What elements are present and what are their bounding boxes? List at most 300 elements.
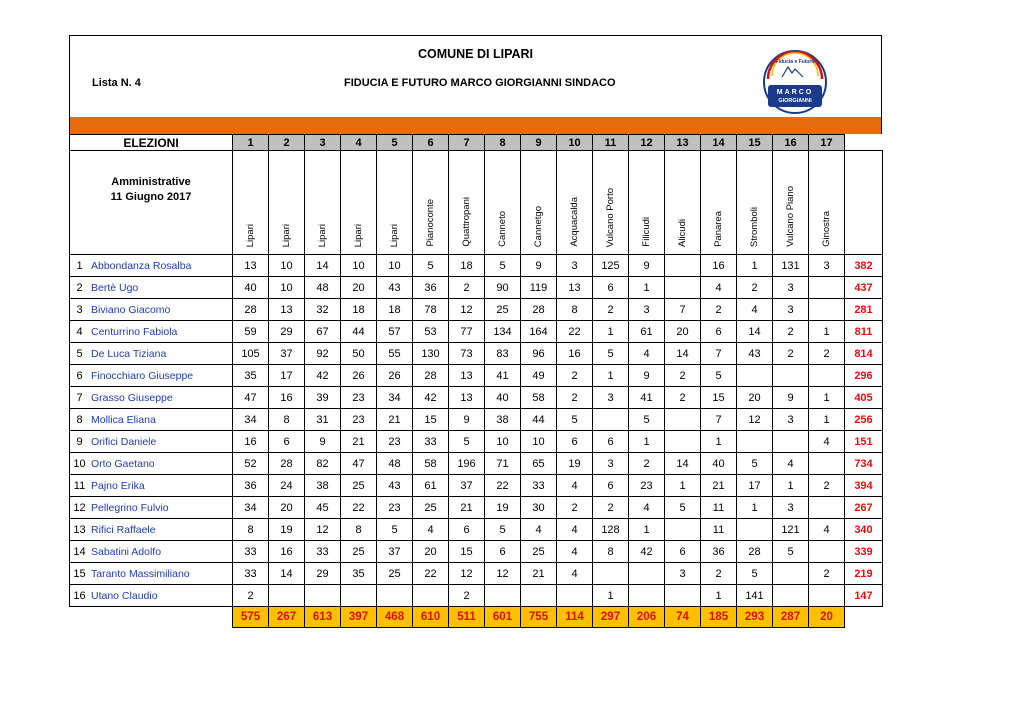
candidate-name: Utano Claudio: [89, 585, 233, 607]
vote-cell: 9: [773, 387, 809, 409]
vote-cell: 8: [593, 541, 629, 563]
vote-cell: 83: [485, 343, 521, 365]
vote-cell: 24: [269, 475, 305, 497]
vote-cell: [269, 585, 305, 607]
candidate-name: Rifici Raffaele: [89, 519, 233, 541]
vote-cell: 4: [629, 497, 665, 519]
vote-cell: 22: [413, 563, 449, 585]
vote-cell: 26: [377, 365, 413, 387]
vote-cell: 1: [809, 409, 845, 431]
vote-cell: 52: [233, 453, 269, 475]
candidate-name: Centurrino Fabiola: [89, 321, 233, 343]
candidate-row: [70, 497, 883, 519]
vote-cell: 196: [449, 453, 485, 475]
vote-cell: 44: [521, 409, 557, 431]
vote-cell: 10: [485, 431, 521, 453]
location-label: Stromboli: [749, 206, 760, 247]
section-number: 10: [557, 135, 593, 151]
vote-cell: 23: [377, 497, 413, 519]
vote-cell: 5: [593, 343, 629, 365]
vote-cell: 10: [341, 255, 377, 277]
vote-cell: 7: [701, 409, 737, 431]
vote-cell: 33: [413, 431, 449, 453]
vote-cell: 141: [737, 585, 773, 607]
section-total: 185: [701, 607, 737, 628]
vote-cell: 6: [485, 541, 521, 563]
vote-cell: 131: [773, 255, 809, 277]
vote-cell: 6: [557, 431, 593, 453]
vote-cell: 61: [629, 321, 665, 343]
vote-cell: 164: [521, 321, 557, 343]
section-total: 114: [557, 607, 593, 628]
candidate-name: Taranto Massimiliano: [89, 563, 233, 585]
vote-cell: 19: [557, 453, 593, 475]
location-header-row: [70, 151, 883, 255]
vote-cell: 50: [341, 343, 377, 365]
vote-cell: 14: [305, 255, 341, 277]
candidate-name: Bertè Ugo: [89, 277, 233, 299]
vote-cell: 2: [233, 585, 269, 607]
header-blank-cell: [845, 135, 883, 151]
vote-cell: 71: [485, 453, 521, 475]
vote-cell: 34: [377, 387, 413, 409]
location-label: Lipari: [245, 223, 256, 247]
candidate-row: [70, 541, 883, 563]
vote-cell: 5: [557, 409, 593, 431]
vote-cell: [773, 563, 809, 585]
section-header-row: [70, 135, 883, 151]
vote-cell: [809, 277, 845, 299]
candidate-number: 7: [70, 387, 90, 409]
vote-cell: [809, 541, 845, 563]
location-label: Filicudi: [641, 217, 652, 247]
location-label: Quattropani: [461, 197, 472, 247]
results-table: [69, 134, 883, 628]
candidate-number: 4: [70, 321, 90, 343]
vote-cell: 9: [629, 255, 665, 277]
vote-cell: 12: [449, 563, 485, 585]
candidate-total: 814: [845, 343, 883, 365]
vote-cell: 29: [269, 321, 305, 343]
vote-cell: 21: [377, 409, 413, 431]
vote-cell: 105: [233, 343, 269, 365]
vote-cell: 18: [377, 299, 413, 321]
location-label: Canneto: [497, 211, 508, 247]
vote-cell: 2: [809, 475, 845, 497]
vote-cell: 1: [629, 431, 665, 453]
vote-cell: 42: [413, 387, 449, 409]
vote-cell: 38: [305, 475, 341, 497]
vote-cell: 4: [773, 453, 809, 475]
election-info: [70, 151, 233, 255]
vote-cell: 4: [629, 343, 665, 365]
section-total: 468: [377, 607, 413, 628]
vote-cell: 1: [701, 585, 737, 607]
vote-cell: 2: [665, 365, 701, 387]
section-number: 12: [629, 135, 665, 151]
section-number: 3: [305, 135, 341, 151]
vote-cell: 8: [341, 519, 377, 541]
section-total: 610: [413, 607, 449, 628]
vote-cell: 21: [521, 563, 557, 585]
vote-cell: 33: [233, 563, 269, 585]
vote-cell: 45: [305, 497, 341, 519]
vote-cell: 22: [485, 475, 521, 497]
vote-cell: 2: [773, 343, 809, 365]
vote-cell: 13: [557, 277, 593, 299]
candidate-total: 296: [845, 365, 883, 387]
vote-cell: 6: [593, 277, 629, 299]
vote-cell: 22: [341, 497, 377, 519]
vote-cell: 82: [305, 453, 341, 475]
vote-cell: 35: [341, 563, 377, 585]
candidate-name: Sabatini Adolfo: [89, 541, 233, 563]
vote-cell: 10: [269, 255, 305, 277]
vote-cell: 5: [377, 519, 413, 541]
vote-cell: 16: [701, 255, 737, 277]
vote-cell: 3: [773, 299, 809, 321]
section-total: 20: [809, 607, 845, 628]
vote-cell: 78: [413, 299, 449, 321]
vote-cell: 4: [557, 475, 593, 497]
vote-cell: 6: [593, 475, 629, 497]
vote-cell: [305, 585, 341, 607]
section-total: 601: [485, 607, 521, 628]
location-header: [233, 151, 269, 255]
vote-cell: [809, 585, 845, 607]
candidate-number: 16: [70, 585, 90, 607]
vote-cell: 125: [593, 255, 629, 277]
vote-cell: 1: [665, 475, 701, 497]
vote-cell: 25: [377, 563, 413, 585]
vote-cell: 47: [341, 453, 377, 475]
vote-cell: 40: [233, 277, 269, 299]
candidate-name: Orifici Daniele: [89, 431, 233, 453]
elections-label: ELEZIONI: [70, 135, 233, 151]
vote-cell: 9: [449, 409, 485, 431]
location-label: Lipari: [317, 223, 328, 247]
candidate-number: 14: [70, 541, 90, 563]
vote-cell: [773, 585, 809, 607]
vote-cell: 1: [593, 585, 629, 607]
vote-cell: 4: [737, 299, 773, 321]
vote-cell: [809, 453, 845, 475]
candidate-number: 6: [70, 365, 90, 387]
vote-cell: 25: [341, 475, 377, 497]
section-number: 4: [341, 135, 377, 151]
vote-cell: 13: [449, 365, 485, 387]
candidate-number: 1: [70, 255, 90, 277]
candidate-row: [70, 343, 883, 365]
totals-spacer: [845, 607, 883, 628]
vote-cell: 3: [593, 387, 629, 409]
section-number: 17: [809, 135, 845, 151]
vote-cell: 42: [305, 365, 341, 387]
candidate-total: 394: [845, 475, 883, 497]
vote-cell: 21: [341, 431, 377, 453]
vote-cell: 28: [521, 299, 557, 321]
vote-cell: 30: [521, 497, 557, 519]
logo-top-text: Fiducia e Futuro: [775, 59, 815, 65]
vote-cell: 5: [413, 255, 449, 277]
section-number: 2: [269, 135, 305, 151]
candidate-name: Pajno Erika: [89, 475, 233, 497]
vote-cell: 8: [233, 519, 269, 541]
candidate-row: [70, 321, 883, 343]
vote-cell: 17: [269, 365, 305, 387]
candidate-row: [70, 277, 883, 299]
logo-name: MARCO: [776, 89, 814, 96]
vote-cell: 31: [305, 409, 341, 431]
vote-cell: 1: [737, 255, 773, 277]
vote-cell: 2: [665, 387, 701, 409]
candidate-number: 12: [70, 497, 90, 519]
vote-cell: 41: [629, 387, 665, 409]
location-header: [521, 151, 557, 255]
vote-cell: 9: [629, 365, 665, 387]
vote-cell: 43: [737, 343, 773, 365]
candidate-number: 2: [70, 277, 90, 299]
section-number: 15: [737, 135, 773, 151]
vote-cell: 9: [305, 431, 341, 453]
location-label: Lipari: [389, 223, 400, 247]
vote-cell: 6: [701, 321, 737, 343]
section-number: 9: [521, 135, 557, 151]
vote-cell: 8: [269, 409, 305, 431]
vote-cell: 21: [701, 475, 737, 497]
page-title: COMUNE DI LIPARI: [417, 47, 534, 61]
vote-cell: 58: [521, 387, 557, 409]
location-header: [737, 151, 773, 255]
vote-cell: 12: [305, 519, 341, 541]
vote-cell: 15: [449, 541, 485, 563]
vote-cell: [737, 365, 773, 387]
vote-cell: 3: [809, 255, 845, 277]
vote-cell: 7: [665, 299, 701, 321]
candidate-number: 13: [70, 519, 90, 541]
section-number: 7: [449, 135, 485, 151]
list-subtitle: FIDUCIA E FUTURO MARCO GIORGIANNI SINDACO: [344, 77, 616, 89]
candidate-name: Abbondanza Rosalba: [89, 255, 233, 277]
location-label: Vulcano Porto: [605, 187, 616, 247]
section-total: 511: [449, 607, 485, 628]
vote-cell: 6: [449, 519, 485, 541]
vote-cell: 36: [701, 541, 737, 563]
vote-cell: 3: [773, 497, 809, 519]
vote-cell: [809, 497, 845, 519]
vote-cell: 4: [557, 541, 593, 563]
vote-cell: 14: [737, 321, 773, 343]
vote-cell: [629, 585, 665, 607]
vote-cell: 14: [665, 453, 701, 475]
vote-cell: [737, 519, 773, 541]
vote-cell: 5: [737, 563, 773, 585]
vote-cell: 11: [701, 519, 737, 541]
vote-cell: 1: [809, 387, 845, 409]
vote-cell: 25: [341, 541, 377, 563]
vote-cell: 65: [521, 453, 557, 475]
section-total: 755: [521, 607, 557, 628]
vote-cell: 3: [557, 255, 593, 277]
location-header: [413, 151, 449, 255]
vote-cell: 1: [701, 431, 737, 453]
totals-spacer: [70, 607, 233, 628]
vote-cell: 48: [305, 277, 341, 299]
vote-cell: 42: [629, 541, 665, 563]
vote-cell: 40: [701, 453, 737, 475]
vote-cell: 16: [269, 541, 305, 563]
section-number: 16: [773, 135, 809, 151]
section-totals-row: [70, 607, 883, 628]
candidate-row: [70, 519, 883, 541]
candidate-row: [70, 431, 883, 453]
vote-cell: 20: [737, 387, 773, 409]
vote-cell: 49: [521, 365, 557, 387]
vote-cell: 6: [665, 541, 701, 563]
vote-cell: 10: [521, 431, 557, 453]
vote-cell: 32: [305, 299, 341, 321]
section-number: 11: [593, 135, 629, 151]
vote-cell: 58: [413, 453, 449, 475]
vote-cell: [773, 365, 809, 387]
vote-cell: 41: [485, 365, 521, 387]
party-logo: [762, 49, 828, 115]
vote-cell: 37: [377, 541, 413, 563]
vote-cell: 5: [485, 519, 521, 541]
location-header: [485, 151, 521, 255]
vote-cell: 4: [701, 277, 737, 299]
vote-cell: [809, 365, 845, 387]
vote-cell: 47: [233, 387, 269, 409]
candidate-row: [70, 365, 883, 387]
section-number: 1: [233, 135, 269, 151]
vote-cell: 33: [305, 541, 341, 563]
vote-cell: 19: [269, 519, 305, 541]
vote-cell: 2: [593, 497, 629, 519]
section-number: 6: [413, 135, 449, 151]
location-header: [377, 151, 413, 255]
section-total: 267: [269, 607, 305, 628]
vote-cell: [665, 409, 701, 431]
election-date: 11 Giugno 2017: [110, 191, 192, 203]
vote-cell: 1: [593, 321, 629, 343]
list-number: Lista N. 4: [92, 77, 141, 89]
section-total: 297: [593, 607, 629, 628]
vote-cell: 2: [557, 365, 593, 387]
location-label: Alicudi: [677, 219, 688, 247]
vote-cell: 6: [593, 431, 629, 453]
vote-cell: 38: [485, 409, 521, 431]
vote-cell: 9: [521, 255, 557, 277]
vote-cell: 55: [377, 343, 413, 365]
vote-cell: 34: [233, 497, 269, 519]
location-header: [773, 151, 809, 255]
vote-cell: 34: [233, 409, 269, 431]
vote-cell: 130: [413, 343, 449, 365]
vote-cell: 14: [665, 343, 701, 365]
vote-cell: 44: [341, 321, 377, 343]
vote-cell: [413, 585, 449, 607]
vote-cell: 92: [305, 343, 341, 365]
vote-cell: 2: [701, 563, 737, 585]
location-header: [809, 151, 845, 255]
orange-divider: [69, 117, 882, 134]
candidate-number: 5: [70, 343, 90, 365]
vote-cell: 39: [305, 387, 341, 409]
section-total: 613: [305, 607, 341, 628]
candidate-name: Mollica Eliana: [89, 409, 233, 431]
vote-cell: 28: [233, 299, 269, 321]
vote-cell: [341, 585, 377, 607]
vote-cell: 4: [809, 519, 845, 541]
section-total: 397: [341, 607, 377, 628]
vote-cell: 29: [305, 563, 341, 585]
vote-cell: 37: [449, 475, 485, 497]
vote-cell: 13: [233, 255, 269, 277]
vote-cell: 3: [665, 563, 701, 585]
vote-cell: 21: [449, 497, 485, 519]
location-header: [629, 151, 665, 255]
vote-cell: 10: [377, 255, 413, 277]
candidate-name: Orto Gaetano: [89, 453, 233, 475]
vote-cell: 16: [269, 387, 305, 409]
candidate-row: [70, 255, 883, 277]
logo-surname: GIORGIANNI: [778, 98, 812, 104]
location-header: [341, 151, 377, 255]
candidate-row: [70, 387, 883, 409]
vote-cell: 4: [557, 519, 593, 541]
location-label: Lipari: [281, 223, 292, 247]
vote-cell: 134: [485, 321, 521, 343]
vote-cell: 1: [737, 497, 773, 519]
vote-cell: 10: [269, 277, 305, 299]
vote-cell: 53: [413, 321, 449, 343]
vote-cell: 43: [377, 277, 413, 299]
vote-cell: [665, 255, 701, 277]
vote-cell: 26: [341, 365, 377, 387]
candidate-row: [70, 475, 883, 497]
candidate-total: 147: [845, 585, 883, 607]
location-header: [701, 151, 737, 255]
vote-cell: 73: [449, 343, 485, 365]
candidate-name: Grasso Giuseppe: [89, 387, 233, 409]
vote-cell: 2: [449, 277, 485, 299]
location-label: Vulcano Piano: [785, 186, 796, 247]
vote-cell: 5: [629, 409, 665, 431]
section-number: 8: [485, 135, 521, 151]
vote-cell: 33: [521, 475, 557, 497]
section-total: 206: [629, 607, 665, 628]
vote-cell: 23: [377, 431, 413, 453]
vote-cell: [485, 585, 521, 607]
vote-cell: 37: [269, 343, 305, 365]
vote-cell: [665, 519, 701, 541]
vote-cell: [521, 585, 557, 607]
candidate-total: 437: [845, 277, 883, 299]
election-type: Amministrative: [111, 176, 191, 188]
vote-cell: 2: [557, 497, 593, 519]
vote-cell: [809, 299, 845, 321]
vote-cell: 5: [773, 541, 809, 563]
vote-cell: 43: [377, 475, 413, 497]
candidate-name: Biviano Giacomo: [89, 299, 233, 321]
vote-cell: 4: [557, 563, 593, 585]
candidate-total: 734: [845, 453, 883, 475]
vote-cell: 59: [233, 321, 269, 343]
vote-cell: 14: [269, 563, 305, 585]
document-header: [69, 35, 882, 117]
vote-cell: [665, 585, 701, 607]
